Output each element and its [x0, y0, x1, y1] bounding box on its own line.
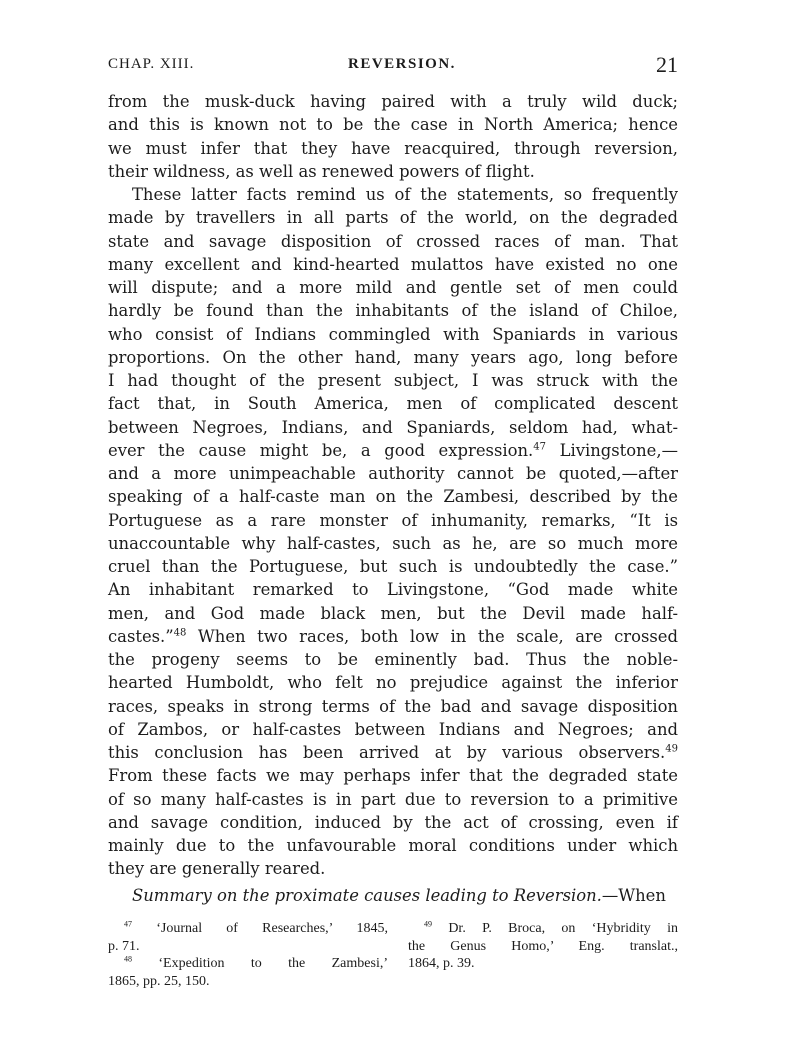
- footnote-column-left: [108, 920, 388, 990]
- text-line: who consist of Indians commingled with Spaniards in various: [108, 324, 678, 344]
- text-line: From these facts we may perhaps infer that the degraded state: [108, 766, 678, 786]
- text-line: These latter facts remind us of the statements, so frequently: [132, 185, 678, 204]
- text-line: hearted Humboldt, who felt no prejudice against the inferior: [108, 673, 678, 693]
- text-line: [108, 625, 678, 648]
- footnote-text-line: 1865, pp. 25, 150.: [108, 973, 210, 989]
- text-line: unaccountable why half-castes, such as he, are so much more: [108, 533, 678, 553]
- text-line: will dispute; and a more mild and gentle set of men could: [108, 278, 678, 297]
- text-line: state and savage disposition of crossed races of man. That: [108, 231, 678, 251]
- text-line: I had thought of the present subject, I was struck with the: [108, 371, 678, 390]
- text-line: the progeny seems to be eminently bad. Thus the noble-: [108, 650, 678, 669]
- summary-heading: [108, 884, 678, 907]
- text-fragment: —When: [601, 886, 666, 905]
- footnote-number: 49: [424, 919, 432, 929]
- text-line: and a more unimpeachable authority cannot be quoted,—after: [108, 464, 678, 483]
- footnote-number: 48: [124, 954, 132, 964]
- text-fragment: this conclusion has been arrived at by various observers.: [108, 743, 666, 762]
- text-line: [108, 884, 678, 907]
- text-line: we must infer that they have reacquired, through reversion,: [108, 138, 678, 158]
- text-line: speaking of a half-caste man on the Zambesi, described by the: [108, 487, 678, 507]
- text-fragment: When two races, both low in the scale, are crossed: [186, 626, 678, 646]
- footnote-47: [108, 920, 388, 938]
- footnote-text-line: the Genus Homo,’ Eng. translat.,: [408, 938, 678, 954]
- running-title: REVERSION.: [348, 56, 456, 72]
- text-line: [108, 439, 678, 462]
- text-fragment: Livingstone,—: [545, 440, 678, 460]
- text-line: An inhabitant remarked to Livingstone, “God made white: [108, 580, 678, 600]
- text-line: made by travellers in all parts of the world, on the degraded: [108, 208, 678, 228]
- body-text: [108, 90, 678, 881]
- text-line: hardly be found than the inhabitants of the island of Chiloe,: [108, 301, 678, 321]
- summary-italic-title: Summary on the proximate causes leading to Reversion.: [132, 886, 602, 905]
- running-header: [108, 52, 678, 82]
- text-line: of so many half-castes is in part due to reversion to a primitive: [108, 789, 678, 809]
- text-line: from the musk-duck having paired with a truly wild duck;: [108, 92, 678, 111]
- text-line: fact that, in South America, men of complicated descent: [108, 394, 678, 414]
- text-line: and savage condition, induced by the act of crossing, even if: [108, 812, 678, 832]
- text-line: [108, 741, 678, 764]
- footnote-text: ‘Journal of Researches,’ 1845,: [156, 921, 388, 936]
- text-fragment: castes.”: [108, 626, 174, 646]
- text-line: men, and God made black men, but the Devil made half-: [108, 603, 678, 623]
- text-line: between Negroes, Indians, and Spaniards, seldom had, what-: [108, 417, 678, 437]
- text-line: of Zambos, or half-castes between Indians and Negroes; and: [108, 719, 678, 739]
- text-line: races, speaks in strong terms of the bad and savage disposition: [108, 696, 678, 716]
- footnote-number: 47: [124, 919, 132, 929]
- footnote-ref-49: 49: [665, 743, 678, 755]
- footnote-48: [108, 955, 388, 973]
- text-line: proportions. On the other hand, many years ago, long before: [108, 347, 678, 367]
- text-line: many excellent and kind-hearted mulattos have existed no one: [108, 254, 678, 274]
- text-fragment: ever the cause might be, a good expression.: [108, 440, 534, 460]
- text-line: cruel than the Portuguese, but such is undoubtedly the case.”: [108, 557, 678, 576]
- footnote-text: ‘Expedition to the Zambesi,’: [158, 956, 388, 971]
- text-line: mainly due to the unfavourable moral conditions under which: [108, 836, 678, 855]
- text-line: they are generally reared.: [108, 859, 326, 879]
- footnote-ref-48: 48: [173, 627, 187, 639]
- chapter-label: CHAP. XIII.: [108, 56, 195, 72]
- page-number: 21: [656, 52, 678, 77]
- footnote-49: [408, 920, 678, 938]
- footnote-text-line: p. 71.: [108, 938, 140, 954]
- text-line: Portuguese as a rare monster of inhumanity, remarks, “It is: [108, 510, 678, 530]
- footnote-ref-47: 47: [533, 441, 546, 453]
- footnote-text: Dr. P. Broca, on ‘Hybridity in: [448, 921, 679, 936]
- footnote-text-line: 1864, p. 39.: [408, 956, 475, 971]
- text-line: and this is known not to be the case in North America; hence: [108, 115, 678, 135]
- footnote-column-right: [408, 920, 678, 973]
- text-line: their wildness, as well as renewed powers of flight.: [108, 161, 535, 181]
